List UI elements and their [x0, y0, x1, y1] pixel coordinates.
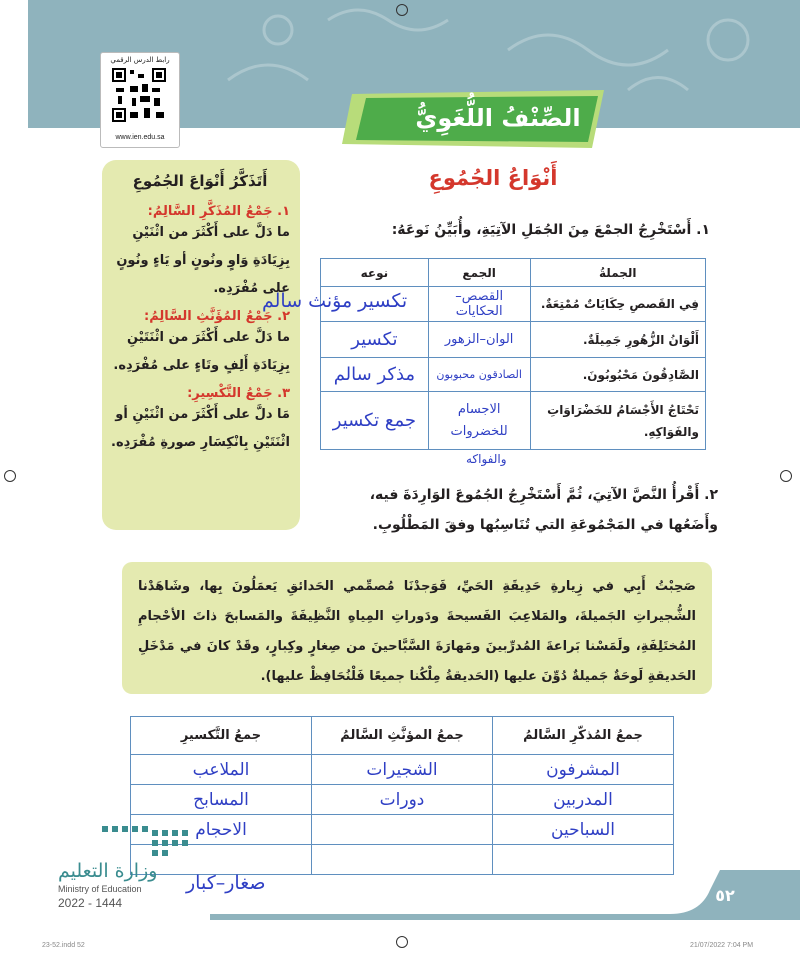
registration-mark-top [396, 4, 408, 16]
table-row [131, 755, 674, 785]
rule-body: ما دَلَّ على أَكْثَرَ من اثْنَتَيْنِ بِزِيَادَةِ أَلِفٍ وتَاءٍ على مُفْرَدِه. [113, 330, 290, 373]
qr-url[interactable]: www.ien.edu.sa [115, 134, 165, 141]
qr-code-icon[interactable] [112, 68, 166, 122]
table-row [131, 815, 674, 845]
question-2: ٢. أَقْرأُ النَّصَّ الآتِيَ، ثُمَّ أَسْتَخْرِجُ الجُمُوعَ الوَارِدَةَ فيه، وأَضَعُها في المَجْمُوعَةِ التي تُنَاسِبُها وفقَ المَطْلُوبِ. [369, 487, 718, 533]
rule-body: ما دَلَّ على أَكْثَرَ من اثْنَيْنِ بِزِيَادَةِ وَاوٍ ونُونٍ أو يَاءٍ ونُونٍ على مُفْرَدِه. [116, 225, 290, 296]
header-broken: جمعُ التَّكسيرِ [131, 717, 312, 755]
classification-table [130, 716, 674, 875]
answer-cell[interactable]: الاحجام [131, 815, 312, 845]
table-row [321, 392, 706, 450]
lesson-title: الصِّنْفُ اللُّغَوِيُّ [415, 104, 581, 132]
type-answer[interactable]: تكسير [321, 322, 429, 358]
print-slug-date: 21/07/2022 7:04 PM [690, 942, 754, 949]
qr-caption: رابط الدرس الرقمي [110, 56, 170, 64]
plurals-table [320, 258, 706, 450]
answer-cell[interactable]: السباحين [493, 815, 674, 845]
sentence-cell: أَلْوَانُ الزُّهُورِ جَمِيلَةٌ. [530, 322, 705, 358]
answer-cell[interactable]: المسابح [131, 785, 312, 815]
reading-passage: صَحِبْتُ أَبِي في زِيارةِ حَدِيقَةِ الحَيِّ، فَوَجدْنَا مُصمِّمي الحَدائقِ يَعمَلُونَ بِها، وشَاهَدْنا الشُّجيراتِ الجَميلةَ، والمَلاعِبَ الفَسيحةَ ودَوراتِ المِياهِ النَّظِيفَةَ والمَسابحَ ذاتَ الأحْجامِ المُختَلِفَةِ، ولَمَسْنا بَراعةَ المُدرِّبينَ ومَهارَةَ السَّبَّاحينَ من صِغارٍ وكِبارٍ، وقَدْ كانَ في مَدْخَلِ الحَديقةِ لَوحَةٌ جَميلةٌ دُوِّنَ عليها (الحَديقةُ مِلْكُنا جميعًا فَلْنُحَافِظْ عليها). [122, 562, 712, 694]
header-masculine: جمعُ المُذكّرِ السَّالمُ [493, 717, 674, 755]
table-row [131, 785, 674, 815]
type-answer[interactable]: جمع تكسير [321, 392, 429, 450]
answer-cell[interactable]: الملاعب [131, 755, 312, 785]
table-row [321, 322, 706, 358]
registration-mark-bottom [396, 936, 408, 948]
rule-heading: ٣. جَمْعُ التَّكْسِيرِ: [187, 386, 290, 401]
sentence-cell: الصَّادِقُونَ مَحْبُوبُونَ. [530, 358, 705, 392]
table-row [321, 358, 706, 392]
remember-box [102, 160, 300, 530]
plural-answer[interactable]: القصص–الحكايات [428, 287, 530, 322]
header-feminine: جمعُ المؤنَّثِ السَّالمُ [312, 717, 493, 755]
registration-mark-right [780, 470, 792, 482]
plural-answer[interactable]: الصادقون محبوبون [428, 358, 530, 392]
answer-cell[interactable] [312, 815, 493, 845]
handwritten-answer: والفواكه [466, 452, 507, 466]
rule-heading: ٢. جَمْعُ المُؤَنَّثِ السَّالِمُ: [144, 309, 290, 324]
header-type: نوعه [321, 259, 429, 287]
answer-cell[interactable]: الشجيرات [312, 755, 493, 785]
type-answer[interactable]: مذكر سالم [321, 358, 429, 392]
plural-answer[interactable]: الوان–الزهور [428, 322, 530, 358]
sentence-cell: تَحْتَاجُ الأَجْسَامُ للخَضْرَاوَاتِ والفَوَاكِهِ. [530, 392, 705, 450]
table-header-row [131, 717, 674, 755]
answer-cell[interactable]: المشرفون [493, 755, 674, 785]
answer-cell[interactable]: المدربين [493, 785, 674, 815]
header-sentence: الجملةُ [530, 259, 705, 287]
remember-title: أَتَذَكَّرُ أَنْوَاعَ الجُمُوعِ [132, 172, 268, 190]
table-header-row [321, 259, 706, 287]
sentence-cell: فِي القَصصِ حِكَايَاتٌ مُمْتِعَةٌ. [530, 287, 705, 322]
plural-answer[interactable]: الاجسام للخضروات [428, 392, 530, 450]
page-number: ٥٢ [715, 886, 735, 905]
handwritten-answer: صغار–كبار [186, 872, 266, 894]
rule-heading: ١. جَمْعُ المُذَكَّرِ السَّالِمُ: [147, 204, 290, 219]
registration-mark-left [4, 470, 16, 482]
rule-body: مَا دلَّ على أَكْثَرَ من اثْنَيْنِ أو اثْنَتَيْنِ بِانْكِسَارِ صورةِ مُفْرَدِه. [111, 407, 290, 450]
ministry-name-arabic: وزارة التعليم [58, 860, 158, 882]
handwritten-answer: تكسير مؤنث سالم [262, 290, 408, 312]
header-plural: الجمع [428, 259, 530, 287]
edition-year: 2022 - 1444 [58, 896, 123, 910]
answer-cell[interactable]: دورات [312, 785, 493, 815]
question-1: ١. أَسْتَخْرِجُ الجمْعَ مِنَ الجُمَلِ الآتِيَةِ، وأُبَيِّنُ نَوعَهُ: [391, 222, 710, 238]
print-slug-file: 23-52.indd 52 [42, 942, 85, 949]
ministry-name-english: Ministry of Education [58, 884, 142, 894]
section-subtitle: أَنْوَاعُ الجُمُوعِ [428, 166, 558, 190]
